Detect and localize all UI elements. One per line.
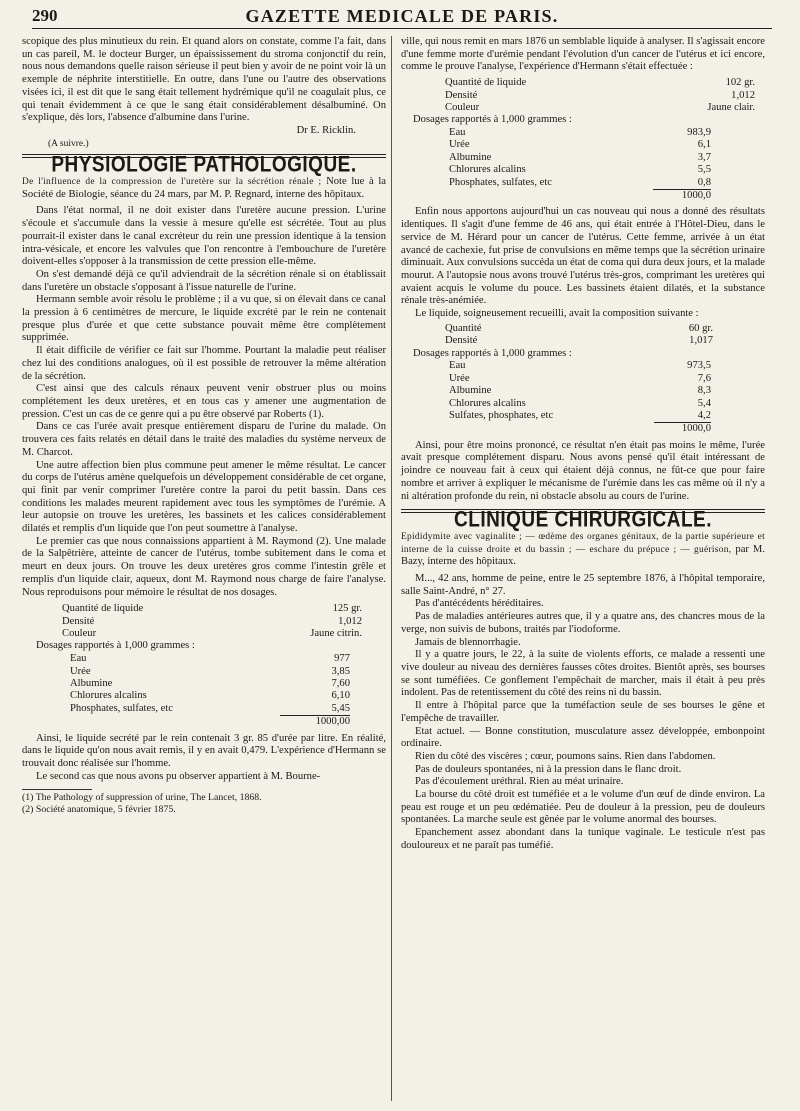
table-row: Albumine 3,7 — [449, 151, 711, 163]
table-total-row — [449, 190, 711, 203]
paragraph: Le second cas que nous avons pu observer appartient à M. Bourne- — [36, 770, 321, 782]
article-title: De l'influence de la compression de l'uretère sur la sécrétion rénale ; — [22, 177, 322, 188]
article-subtitle: par M. Bazy, interne des hôpitaux. — [401, 543, 765, 568]
footnote-rule — [22, 789, 92, 790]
table-total-row — [449, 423, 711, 436]
paragraph: Dans l'état normal, il ne doit exister dans l'uretère aucune pression. L'urine s'écoule et s'accumule dans la vessie à mesure qu'elle est sécrétée. Tout au plus pourrait-il exister dans le canal excréteur du rein une pression identique à la tension intra-vésicale, et encore les valvules que l'on rencontre à l'embouchure de l'uretère doivent-elles s'opposer à la transmission de cette pression elle-même. — [22, 205, 386, 268]
paragraph: Pas d'antécédents héréditaires. — [415, 598, 544, 610]
paragraph: Ainsi, pour être moins prononcé, ce résultat n'en était pas moins le même, l'urée avait presque complétement disparu. Nous avons pensé qu'il était intéressant de joindre ce nouveau fait à ceux qui étaient déjà connus, ne fût-ce que pour faire nombre et arriver à expliquer le mécanisme de l'urémie dans les cas même où il n'y a ni altération profonde du rein, ni obstacle absolu au cours de l'urine. — [401, 439, 765, 502]
paragraph: Le liquide, soigneusement recueilli, avait la composition suivante : — [415, 308, 699, 320]
paragraph: Etat actuel. — Bonne constitution, musculature assez développée, embonpoint ordinaire. — [401, 725, 765, 750]
paragraph: M..., 42 ans, homme de peine, entre le 25 septembre 1876, à l'hôpital temporaire, salle Saint-André, n° 27. — [401, 573, 765, 597]
table-row: Densité 1,012 — [62, 615, 362, 627]
table-row: Quantité de liquide 125 gr. — [62, 603, 362, 615]
continued-paragraph: scopique des plus minutieux du rein. Et quand alors on constate, comme l'a fait, dans un cas pareil, M. le docteur Burger, un épaississement du stroma conjonctif du rein, nous nous demandons quelle raison sérieuse il peut bien y avoir de ne point voir là un exemple de néphrite interstitielle. En outre, dans l'une ou l'autre des observations visées ici, il est dit que le sang était tellement hydrémique qu'il ne coagulait plus, ce qui tenait évidemment à ce que le sang était considérablement désalbuminé. On s'explique, dès lors, l'absence d'albumine dans l'urine. — [22, 36, 386, 124]
article-heading — [401, 531, 765, 569]
paragraph: La bourse du côté droit est tuméfiée et a le volume d'un œuf de dinde environ. La peau est rouge et un peu œdématiée. Peu de douleur à la pression, peu de douleurs spontanées. La marche seule est gênée par le volume anormal des bourses. — [401, 789, 765, 826]
article-title: Epididymite avec vaginalite ; — œdème des organes génitaux, de la partie supérieure et interne de la cuisse droite et du bassin ; — eschare du prépuce ; — guérison, — [401, 531, 765, 555]
table-row: Eau 983,9 — [449, 127, 711, 139]
paragraph: Pas de maladies antérieures autres que, il y a quatre ans, des chancres mous de la verge, non suivis de bubons, traités par l'iodoforme. — [401, 611, 765, 635]
page-number: 290 — [32, 6, 58, 25]
paragraph: Il y a quatre jours, le 22, à la suite de violents efforts, ce malade a ressenti une vive douleur au niveau des dernières fausses côtes droites. Bientôt après, ses bourses se sont tuméfiées. Ce gonflement l'empêchait de marcher, mais il était à peu près indolent. Pas de retentissement du côté des reins ni du bassin. — [401, 649, 765, 699]
paragraph: Il entre à l'hôpital parce que la tuméfaction seule de ses bourses le gêne et l'empêche de travailler. — [401, 700, 765, 724]
paragraph: Jamais de blennorrhagie. — [415, 636, 521, 648]
paragraph: Le premier cas que nous connaissions appartient à M. Raymond (2). Une malade de la Salpêtrière, atteinte de cancer de l'utérus, tombe subitement dans le coma et meurt en deux jours. On trouve les deux uretères gros comme l'intestin grêle et remplis d'un liquide clair, aqueux, dont M. Raymond nous charge de faire l'analyse. Nous reproduisons pour mémoire le résultat de nos dosages. — [22, 535, 386, 598]
table-row: Sulfates, phosphates, etc 4,2 — [449, 409, 711, 422]
article-subtitle: Note lue à la Société de Biologie, séance du 24 mars, par M. P. Regnard, interne des hôpitaux. — [22, 176, 387, 200]
analysis-table-2-top — [445, 77, 755, 114]
to-be-continued: (A suivre.) — [48, 138, 89, 149]
author-signature: Dr E. Ricklin. — [296, 124, 356, 136]
table-row: Couleur Jaune clair. — [445, 101, 755, 113]
footnote: (2) Société anatomique, 5 février 1875. — [22, 803, 176, 815]
paragraph: C'est ainsi que des calculs rénaux peuvent venir obstruer plus ou moins complétement les deux uretères, et en tous cas y amener une augmentation de pression. C'est un cas de ce genre qui a pu être observé par Roberts (1). — [22, 383, 386, 420]
analysis-table-2-dosages — [449, 127, 711, 202]
table-row: Eau 977 — [70, 653, 350, 665]
continued-paragraph: ville, qui nous remit en mars 1876 un semblable liquide à analyser. Il s'agissait encore d'une femme morte d'urémie pendant l'évolution d'un cancer de l'utérus et ici encore, comme le prouve l'analyse, l'expérience d'Hermann s'était effectuée : — [401, 36, 765, 73]
table-row: Urée 7,6 — [449, 372, 711, 384]
table-row: Densité 1,017 — [445, 335, 713, 347]
table-row: Urée 3,85 — [70, 665, 350, 677]
dosages-label: Dosages rapportés à 1,000 grammes : — [413, 114, 572, 126]
table-row: Phosphates, sulfates, etc 5,45 — [70, 702, 350, 715]
table-row: Albumine 7,60 — [70, 677, 350, 689]
analysis-table-3-dosages — [449, 360, 711, 435]
table-row: Urée 6,1 — [449, 139, 711, 151]
analysis-table-1-top — [62, 603, 362, 640]
section-title: CLINIQUE CHIRURGICALE. — [454, 508, 712, 533]
paragraph: Ainsi, le liquide secrété par le rein contenait 3 gr. 85 d'urée par litre. En réalité, dans le liquide qu'on nous avait remis, il y en avait 0,479. L'expérience d'Hermann se trouvait donc réalisée sur l'homme. — [22, 732, 386, 769]
paragraph: Hermann semble avoir résolu le problème ; il a vu que, si on élevait dans ce canal la pression à 6 centimètres de mercure, le liquide excrété par le rein ne contenait presque plus d'urée et que cette substance pouvait même être complètement supprimée. — [22, 294, 386, 344]
column-divider — [391, 36, 392, 1101]
footnote: (1) The Pathology of suppression of urine, The Lancet, 1868. — [22, 792, 262, 804]
paragraph: Dans ce cas l'urée avait presque entièrement disparu de l'urine du malade. On trouvera ces faits relatés en détail dans le traité des maladies du système nerveux de M. Charcot. — [22, 421, 386, 458]
paragraph: Rien du côté des viscères ; cœur, poumons sains. Rien dans l'abdomen. — [415, 750, 716, 762]
table-row: Chlorures alcalins 5,4 — [449, 397, 711, 409]
analysis-table-1-dosages — [70, 653, 350, 728]
section-title: PHYSIOLOGIE PATHOLOGIQUE. — [51, 153, 357, 178]
right-column — [401, 36, 765, 853]
table-total: 1000,0 — [654, 423, 711, 436]
article-heading — [22, 176, 386, 201]
table-row: Chlorures alcalins 5,5 — [449, 164, 711, 176]
table-total: 1000,0 — [653, 190, 711, 203]
table-row: Albumine 8,3 — [449, 385, 711, 397]
table-row: Quantité de liquide 102 gr. — [445, 77, 755, 89]
dosages-label: Dosages rapportés à 1,000 grammes : — [413, 347, 572, 359]
table-row: Phosphates, sulfates, etc 0,8 — [449, 176, 711, 188]
table-row: Chlorures alcalins 6,10 — [70, 690, 350, 702]
paragraph: On s'est demandé déjà ce qu'il adviendrait de la sécrétion rénale si on établissait dans l'uretère un obstacle s'opposant à l'issue naturelle de l'urine. — [22, 268, 386, 293]
paragraph: Pas d'écoulement uréthral. Rien au méat urinaire. — [415, 776, 624, 788]
page-header — [32, 6, 772, 29]
paragraph: Pas de douleurs spontanées, ni à la pression dans le flanc droit. — [415, 763, 682, 775]
table-row: Densité 1,012 — [445, 89, 755, 101]
table-row: Quantité 60 gr. — [445, 322, 713, 334]
table-row: Couleur Jaune citrin. — [62, 628, 362, 640]
dosages-label: Dosages rapportés à 1,000 grammes : — [36, 640, 195, 652]
paragraph: Une autre affection bien plus commune peut amener le même résultat. Le cancer du corps de l'utérus amène quelquefois un développement considérable de cet organe, qui finit par venir comprimer l'uretère contre la paroi du petit bassin. Dans ces conditions les malades meurent rapidement avec tous les symptômes de l'urémie. A leur autopsie on trouve les uretères, les bassinets et les calices considérablement dilatés et remplis d'un liquide que l'on peut soumettre à l'analyse. — [22, 459, 386, 535]
left-column — [22, 36, 386, 815]
table-total: 1000,00 — [280, 716, 350, 729]
table-row: Eau 973,5 — [449, 360, 711, 372]
paragraph: Il était difficile de vérifier ce fait sur l'homme. Pourtant la maladie peut réaliser chez lui des conditions analogues, où il est possible de retrouver la même altération de la sécrétion. — [22, 345, 386, 382]
journal-title: GAZETTE MEDICALE DE PARIS. — [245, 6, 559, 26]
paragraph: Epanchement assez abondant dans la tunique vaginale. Le testicule n'est pas douloureux et ne paraît pas tuméfié. — [401, 827, 765, 851]
analysis-table-3-top — [445, 323, 713, 348]
paragraph: Enfin nous apportons aujourd'hui un cas nouveau qui nous a donné des résultats identiques. Il s'agit d'une femme de 46 ans, qui était entrée à l'Hôtel-Dieu, dans le service de M. Hérard pour un cancer de l'utérus. Cette femme, arrivée à un état avancé de cachexie, fut prise de convulsions en même temps que la sécrétion urinaire diminuait. Aux convulsions succéda un état de coma qui dura deux jours, et la malade mourut. A l'autopsie nous avons trouvé l'utérus très-gros, comprimant les uretères qui avaient acquis le volume du pouce. Les bassinets étaient dilatés, et la substance rénale très-anémiée. — [401, 206, 765, 307]
table-total-row — [70, 716, 350, 729]
